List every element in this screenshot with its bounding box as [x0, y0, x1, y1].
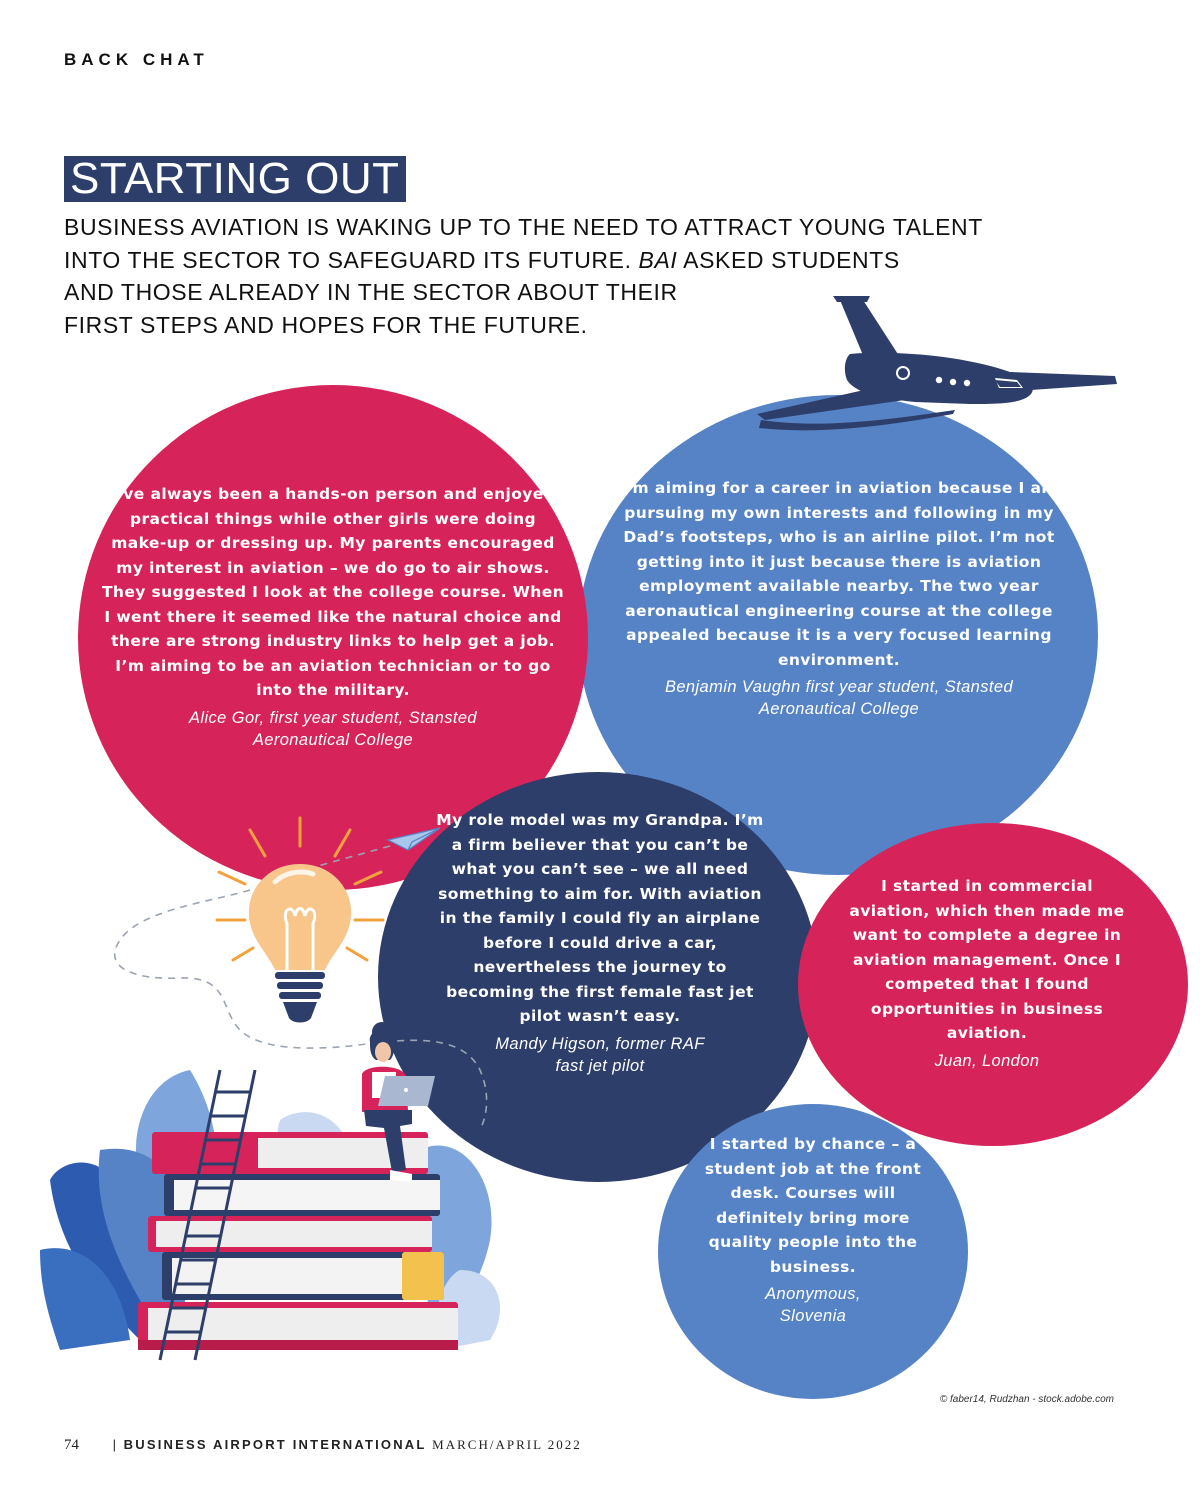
quote-juan — [846, 874, 1128, 1072]
footer-separator: | — [112, 1437, 119, 1452]
magazine-abbreviation: BAI — [638, 246, 678, 273]
standfirst-text: INTO THE SECTOR TO SAFEGUARD ITS FUTURE. — [64, 246, 639, 273]
quote-attribution: Benjamin Vaughn first year student, Stansted Aeronautical College — [664, 678, 1014, 718]
page-number: 74 — [64, 1437, 79, 1453]
quote-benjamin — [618, 476, 1060, 720]
quote-attribution: Juan, London — [934, 1051, 1040, 1070]
quote-alice — [100, 482, 566, 751]
quote-text: My role model was my Grandpa. I’m a firm believer that you can’t be what you can’t see – we all need something to aim for. With aviation in the family I could fly an airplane before I could drive a car, nevertheless the journey to becoming the first female fast jet pilot wasn’t easy. — [436, 811, 764, 1025]
page-footer — [64, 1437, 582, 1454]
quote-text: I’m aiming for a career in aviation because I am pursuing my own interests and following in my Dad’s footsteps, who is an airline pilot. I’m not getting into it just because there is aviation employment available nearby. The two year aeronautical engineering course at the college appealed because it is a very focused learning environment. — [620, 479, 1058, 669]
stacked-books-icon — [40, 1040, 510, 1370]
standfirst-line: BUSINESS AVIATION IS WAKING UP TO THE NEED TO ATTRACT YOUNG TALENT — [64, 214, 983, 240]
standfirst-line — [64, 244, 1104, 277]
issue-date: MARCH/APRIL 2022 — [432, 1437, 582, 1452]
page-title: STARTING OUT — [64, 156, 406, 202]
quote-mandy — [430, 808, 770, 1077]
light-bulb-icon — [215, 812, 385, 1032]
standfirst-line: FIRST STEPS AND HOPES FOR THE FUTURE. — [64, 311, 588, 338]
quote-attribution: Mandy Higson, former RAF fast jet pilot — [495, 1034, 705, 1075]
magazine-name: BUSINESS AIRPORT INTERNATIONAL — [123, 1437, 427, 1452]
quote-anonymous — [696, 1132, 930, 1327]
business-jet-icon — [755, 288, 1125, 438]
quote-text: I started in commercial aviation, which then made me want to complete a degree in aviation management. Once I competed that I found opportunities in business aviation. — [849, 877, 1125, 1042]
standfirst-line: AND THOSE ALREADY IN THE SECTOR ABOUT THEIR — [64, 279, 678, 305]
image-credit: © faber14, Rudzhan - stock.adobe.com — [939, 1394, 1114, 1405]
standfirst-text: ASKED STUDENTS — [677, 246, 900, 273]
section-tag: BACK CHAT — [64, 50, 209, 69]
quote-attribution: Anonymous, Slovenia — [765, 1285, 861, 1325]
quote-attribution: Alice Gor, first year student, Stansted Aeronautical College — [189, 708, 477, 749]
quote-text: I’ve always been a hands-on person and enjoyed practical things while other girls were doing make-up or dressing up. My parents encouraged my interest in aviation – we do go to air shows. They suggested I look at the college course. When I went there it seemed like the natural choice and there are strong industry links to help get a job. I’m aiming to be an aviation technician or to go into the military. — [101, 485, 565, 699]
quote-text: I started by chance – a student job at the front desk. Courses will definitely bring more quality people into the business. — [704, 1135, 922, 1276]
